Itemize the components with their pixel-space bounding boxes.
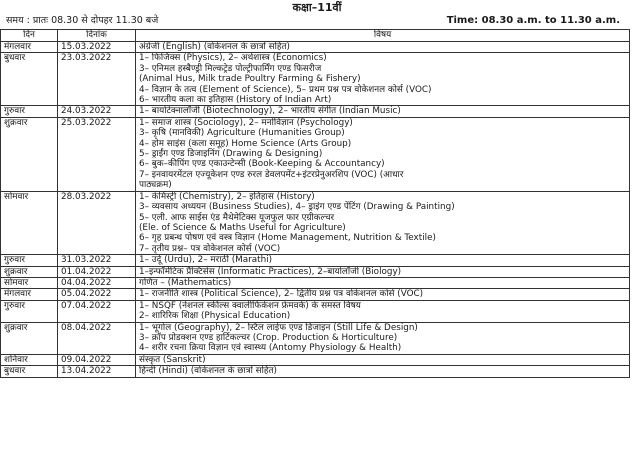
table-row <box>1 300 630 322</box>
subject-line: 7– इनवायरमेंटल एज्यूकेशन एण्ड रुरल डेवलपमेंट+इंटरप्रेनुअरशिप (VOC) (आधार <box>139 169 404 180</box>
subject-line: 3– एनिमल हस्बैण्ड्री मिल्कट्रेड पोल्ट्रीफार्मिंग एण्ड फिसरीज <box>139 63 322 74</box>
date-cell: 24.03.2022 <box>58 106 136 117</box>
subject-line: 3– क्रॉप प्रोडक्शन एण्ड हार्टिकल्चर (Crop. Production & Horticulture) <box>139 332 398 343</box>
date-cell: 07.04.2022 <box>58 300 136 322</box>
subject-line: 1–इन्फॉर्मेटिक प्रैक्टिसेस (Informatic Practices), 2–बायोलॉजी (Biology) <box>139 266 402 277</box>
date-cell: 23.03.2022 <box>58 53 136 106</box>
day-cell: सोमवार <box>1 277 58 288</box>
subject-line: 1– NSQF (नेशनल स्कील्स क्वालीफिकेशन फ्रेमवर्क) के समस्त विषय <box>139 300 361 311</box>
subject-line: (Animal Hus, Milk trade Poultry Farming & Fishery) <box>139 74 361 85</box>
subject-line: 1– समाज शास्त्र (Sociology), 2– मनोविज्ञान (Psychology) <box>139 117 353 128</box>
column-header-subject: विषय <box>136 30 630 42</box>
date-cell: 15.03.2022 <box>58 42 136 53</box>
time-hindi: समय : प्रातः 08.30 से दोपहर 11.30 बजे <box>6 15 159 26</box>
subject-line: 7– तृतीय प्रश्न– पत्र वोकेशनल कोर्स (VOC) <box>139 243 281 254</box>
date-cell: 04.04.2022 <box>58 277 136 288</box>
subject-line: पाठ्यक्रम) <box>139 180 172 191</box>
subject-line: 1– केमिस्ट्री (Chemistry), 2– इतिहास (History) <box>139 191 315 202</box>
table-row <box>1 53 630 106</box>
table-row <box>1 366 630 377</box>
date-cell: 25.03.2022 <box>58 117 136 191</box>
date-cell: 09.04.2022 <box>58 354 136 365</box>
subject-line: 5– एली. आफ साईस एंड मैथेमेटिक्स यूजफुल फार एग्रीकल्चर <box>139 212 335 223</box>
day-cell: शुक्रवार <box>1 322 58 354</box>
day-cell: मंगलवार <box>1 42 58 53</box>
subject-line: 1– फिजिक्स (Physics), 2– अर्थशास्त्र (Economics) <box>139 53 327 64</box>
subject-line: 6– गृह प्रबन्ध पोषण एवं वस्त्र विज्ञान (Home Management, Nutrition & Textile) <box>139 233 436 244</box>
column-header-day: दिन <box>1 30 58 42</box>
table-row <box>1 117 630 191</box>
date-cell: 05.04.2022 <box>58 289 136 300</box>
subject-cell <box>136 106 630 117</box>
table-row <box>1 289 630 300</box>
date-cell: 28.03.2022 <box>58 191 136 254</box>
subject-line: अंग्रेजी (English) (वोकेशनल के छात्रों सहित) <box>139 42 290 52</box>
subject-line: 3– कृषि (मानविकी) Agriculture (Humanities Group) <box>139 128 345 139</box>
subject-line: 6– भारतीय कला का इतिहास (History of Indian Art) <box>139 95 332 106</box>
date-cell: 31.03.2022 <box>58 255 136 266</box>
day-cell: मंगलवार <box>1 289 58 300</box>
subject-line: 2– शारिरिक शिक्षा (Physical Education) <box>139 311 291 322</box>
table-row <box>1 277 630 288</box>
subject-line: 1– भूगोल (Geography), 2– स्टिल लाईफ एण्ड डिजाइन (Still Life & Design) <box>139 322 418 333</box>
day-cell: बुधवार <box>1 366 58 377</box>
date-cell: 13.04.2022 <box>58 366 136 377</box>
subject-cell <box>136 322 630 354</box>
subject-cell <box>136 354 630 365</box>
day-cell: शुक्रवार <box>1 117 58 191</box>
day-cell: शुक्रवार <box>1 266 58 277</box>
subject-cell <box>136 289 630 300</box>
table-row <box>1 322 630 354</box>
subject-line: 4– विज्ञान के तत्व (Element of Science), 5– प्रथम प्रश्न पत्र वोकेशनल कोर्स (VOC) <box>139 84 432 95</box>
day-cell: गुरुवार <box>1 106 58 117</box>
subject-cell <box>136 191 630 254</box>
subject-cell <box>136 53 630 106</box>
subject-cell <box>136 255 630 266</box>
table-row <box>1 255 630 266</box>
subject-line: 6– बुक–कीपिंग एण्ड एकाउन्टेन्सी (Book-Keeping & Accountancy) <box>139 159 385 170</box>
day-cell: बुधवार <box>1 53 58 106</box>
subject-line: 1– राजनीति शास्त्र (Political Science), 2– द्वितीय प्रश्न पत्र वोकेशनल कोर्स (VOC) <box>139 289 424 300</box>
day-cell: गुरुवार <box>1 255 58 266</box>
day-cell: गुरुवार <box>1 300 58 322</box>
table-row <box>1 354 630 365</box>
table-body <box>1 42 630 378</box>
subject-line: 5– ड्राईंग एण्ड डिजाइनिंग (Drawing & Designing) <box>139 149 323 160</box>
table-row <box>1 106 630 117</box>
subject-line: 1– बायोटेक्नालॉजी (Biotechnology), 2– भारतीय संगीत (Indian Music) <box>139 106 401 117</box>
table-row <box>1 266 630 277</box>
day-cell: शनिवार <box>1 354 58 365</box>
subject-line: गणित – (Mathematics) <box>139 277 232 288</box>
subject-line: 3– व्यवसाय अध्ययन (Business Studies), 4– ड्राइंग एण्ड पेंटिंग (Drawing & Painting) <box>139 202 455 213</box>
subject-cell <box>136 42 630 53</box>
timetable <box>0 29 630 378</box>
subject-line: हिन्दी (Hindi) (वोकेशनल के छात्रों सहित) <box>139 366 277 377</box>
table-header-row <box>1 30 630 42</box>
subject-line: 4– होम साइंस (कला समूह) Home Science (Arts Group) <box>139 138 352 149</box>
subject-line: 4– शरीर रचना क्रिया विज्ञान एवं स्वास्थ्य (Antomy Physiology & Health) <box>139 343 402 354</box>
date-cell: 01.04.2022 <box>58 266 136 277</box>
table-row <box>1 42 630 53</box>
time-english: Time: 08.30 a.m. to 11.30 a.m. <box>446 15 620 26</box>
date-cell: 08.04.2022 <box>58 322 136 354</box>
subject-line: (Ele. of Science & Maths Useful for Agriculture) <box>139 222 346 233</box>
subject-cell <box>136 300 630 322</box>
page-title: कक्षा–11वीं <box>292 1 342 14</box>
subject-cell <box>136 117 630 191</box>
day-cell: सोमवार <box>1 191 58 254</box>
subject-cell <box>136 366 630 377</box>
subject-line: संस्कृत (Sanskrit) <box>139 354 206 365</box>
table-row <box>1 191 630 254</box>
subject-cell <box>136 277 630 288</box>
column-header-date: दिनांक <box>58 30 136 42</box>
subject-cell <box>136 266 630 277</box>
subject-line: 1– उर्दू (Urdu), 2– मराठी (Marathi) <box>139 255 273 266</box>
